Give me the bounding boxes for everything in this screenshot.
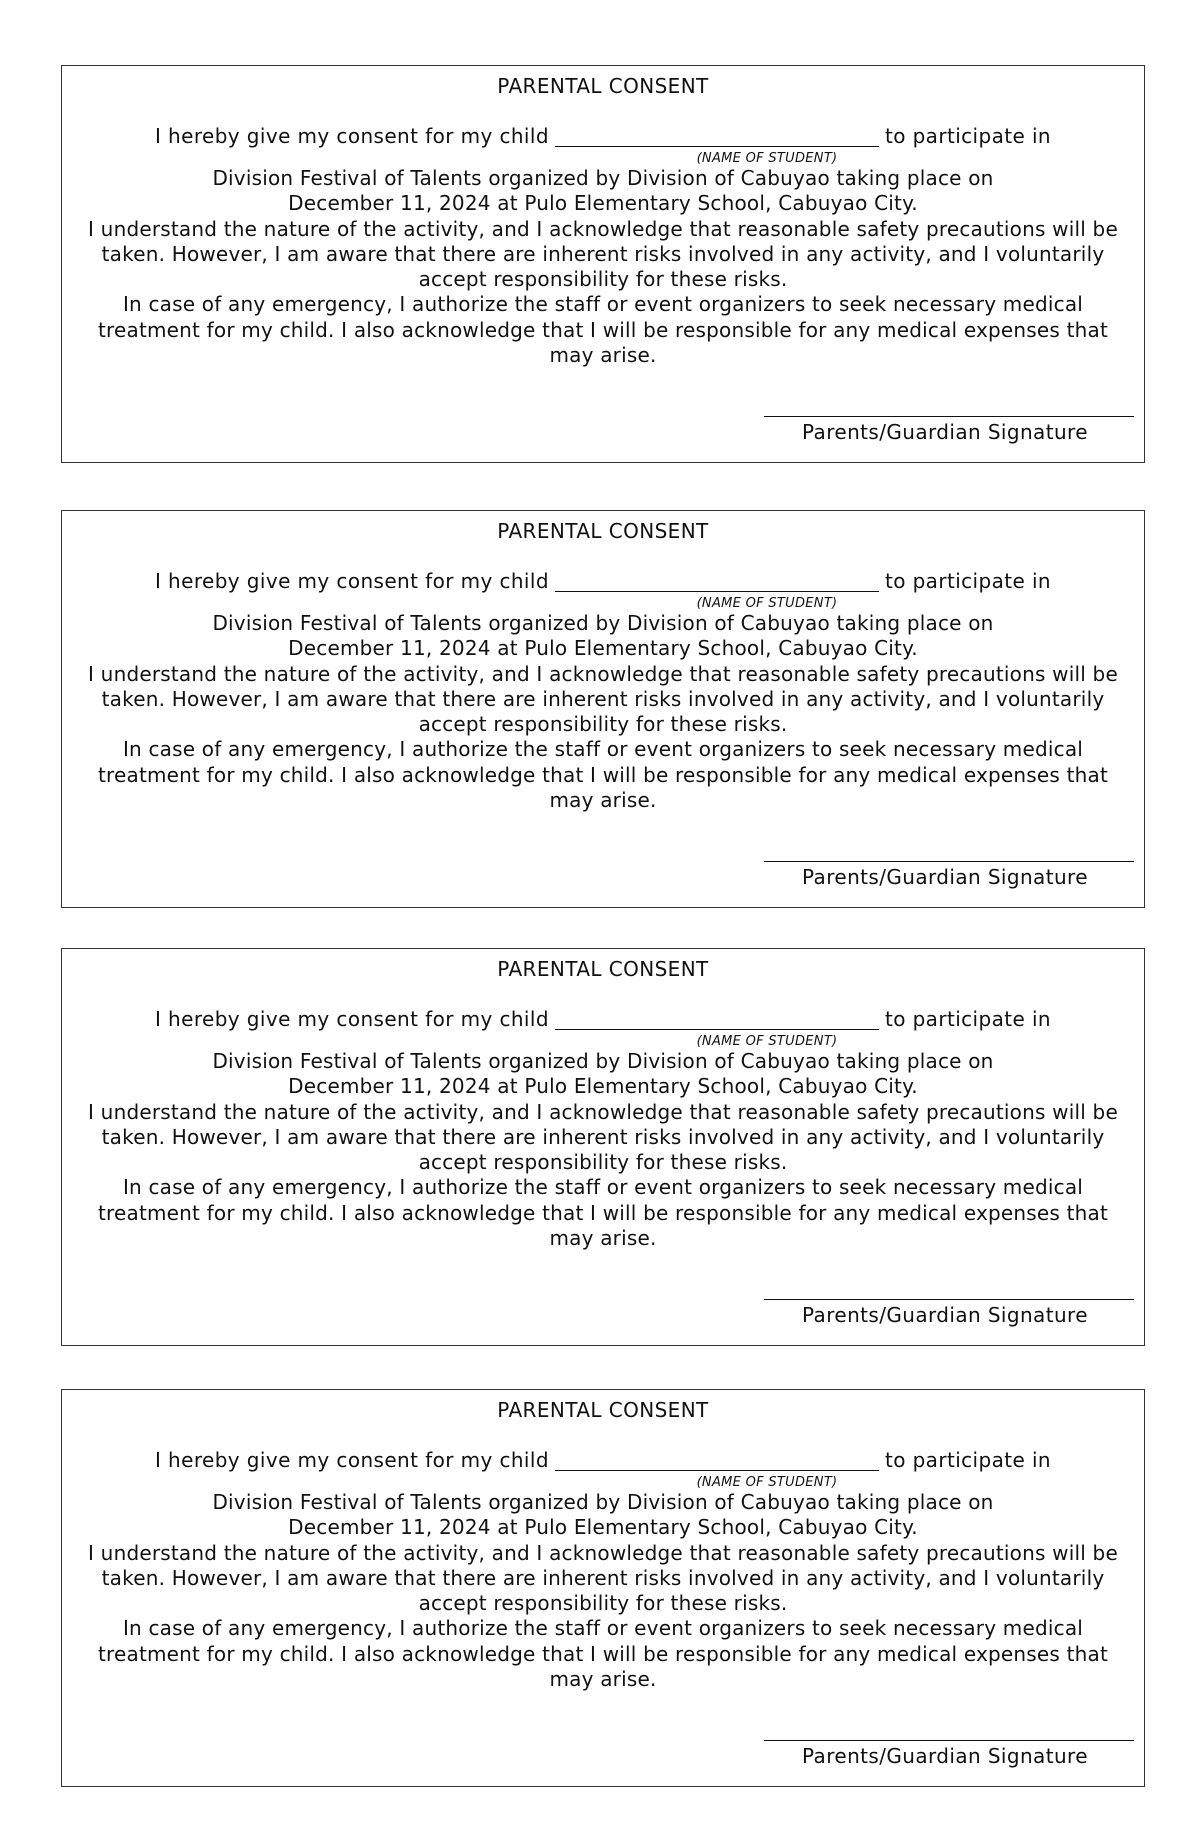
consent-suffix: to participate in	[884, 124, 1052, 148]
event-line-1: Division Festival of Talents organized by Division of Cabuyao taking place on	[212, 1490, 994, 1514]
consent-form	[61, 65, 1145, 463]
form-body	[84, 1490, 1122, 1692]
risk-paragraph: I understand the nature of the activity, and I acknowledge that reasonable safety precautions will be taken. However, I am aware that there are inherent risks involved in any activity, and I voluntarily accept responsibility for these risks.	[88, 216, 1118, 292]
event-line-2: December 11, 2024 at Pulo Elementary School, Cabuyao City.	[288, 1074, 918, 1099]
consent-statement	[62, 1007, 1144, 1031]
consent-statement	[62, 1448, 1144, 1472]
consent-form	[61, 510, 1145, 908]
consent-suffix: to participate in	[884, 569, 1052, 593]
emergency-paragraph: In case of any emergency, I authorize the staff or event organizers to seek necessary medical treatment for my child. I also acknowledge that I will be responsible for any medical expenses that may arise.	[97, 1616, 1109, 1692]
form-body	[84, 166, 1122, 368]
signature-label: Parents/Guardian Signature	[802, 1303, 1088, 1327]
signature-line[interactable]	[764, 861, 1134, 862]
emergency-paragraph: In case of any emergency, I authorize the staff or event organizers to seek necessary medical treatment for my child. I also acknowledge that I will be responsible for any medical expenses that may arise.	[97, 292, 1109, 368]
event-line-2: December 11, 2024 at Pulo Elementary School, Cabuyao City.	[288, 636, 918, 661]
signature-label: Parents/Guardian Signature	[802, 420, 1088, 444]
risk-paragraph: I understand the nature of the activity, and I acknowledge that reasonable safety precautions will be taken. However, I am aware that there are inherent risks involved in any activity, and I voluntarily accept responsibility for these risks.	[88, 1540, 1118, 1616]
event-line-1: Division Festival of Talents organized by Division of Cabuyao taking place on	[212, 611, 994, 635]
student-name-hint: (NAME OF STUDENT)	[696, 596, 838, 611]
consent-statement	[62, 124, 1144, 148]
form-body	[84, 1049, 1122, 1251]
consent-prefix: I hereby give my consent for my child	[154, 1007, 549, 1031]
form-body	[84, 611, 1122, 813]
student-name-hint: (NAME OF STUDENT)	[696, 1034, 838, 1049]
consent-form	[61, 1389, 1145, 1787]
form-title: PARENTAL CONSENT	[497, 74, 709, 98]
event-line-1: Division Festival of Talents organized by Division of Cabuyao taking place on	[212, 1049, 994, 1073]
risk-paragraph: I understand the nature of the activity, and I acknowledge that reasonable safety precautions will be taken. However, I am aware that there are inherent risks involved in any activity, and I voluntarily accept responsibility for these risks.	[88, 1099, 1118, 1175]
signature-line[interactable]	[764, 1299, 1134, 1300]
consent-statement	[62, 569, 1144, 593]
student-name-blank[interactable]	[555, 569, 879, 592]
emergency-paragraph: In case of any emergency, I authorize the staff or event organizers to seek necessary medical treatment for my child. I also acknowledge that I will be responsible for any medical expenses that may arise.	[97, 1175, 1109, 1251]
event-line-2: December 11, 2024 at Pulo Elementary School, Cabuyao City.	[288, 1515, 918, 1540]
signature-label: Parents/Guardian Signature	[802, 865, 1088, 889]
consent-suffix: to participate in	[884, 1448, 1052, 1472]
event-line-1: Division Festival of Talents organized by Division of Cabuyao taking place on	[212, 166, 994, 190]
consent-form	[61, 948, 1145, 1346]
signature-line[interactable]	[764, 1740, 1134, 1741]
consent-prefix: I hereby give my consent for my child	[154, 569, 549, 593]
emergency-paragraph: In case of any emergency, I authorize the staff or event organizers to seek necessary medical treatment for my child. I also acknowledge that I will be responsible for any medical expenses that may arise.	[97, 737, 1109, 813]
consent-prefix: I hereby give my consent for my child	[154, 1448, 549, 1472]
student-name-hint: (NAME OF STUDENT)	[696, 1475, 838, 1490]
student-name-hint: (NAME OF STUDENT)	[696, 151, 838, 166]
form-title: PARENTAL CONSENT	[497, 1398, 709, 1422]
form-title: PARENTAL CONSENT	[497, 957, 709, 981]
student-name-blank[interactable]	[555, 1448, 879, 1471]
consent-suffix: to participate in	[884, 1007, 1052, 1031]
risk-paragraph: I understand the nature of the activity, and I acknowledge that reasonable safety precautions will be taken. However, I am aware that there are inherent risks involved in any activity, and I voluntarily accept responsibility for these risks.	[88, 661, 1118, 737]
student-name-blank[interactable]	[555, 1007, 879, 1030]
signature-label: Parents/Guardian Signature	[802, 1744, 1088, 1768]
student-name-blank[interactable]	[555, 124, 879, 147]
signature-line[interactable]	[764, 416, 1134, 417]
event-line-2: December 11, 2024 at Pulo Elementary School, Cabuyao City.	[288, 191, 918, 216]
consent-prefix: I hereby give my consent for my child	[154, 124, 549, 148]
form-title: PARENTAL CONSENT	[497, 519, 709, 543]
